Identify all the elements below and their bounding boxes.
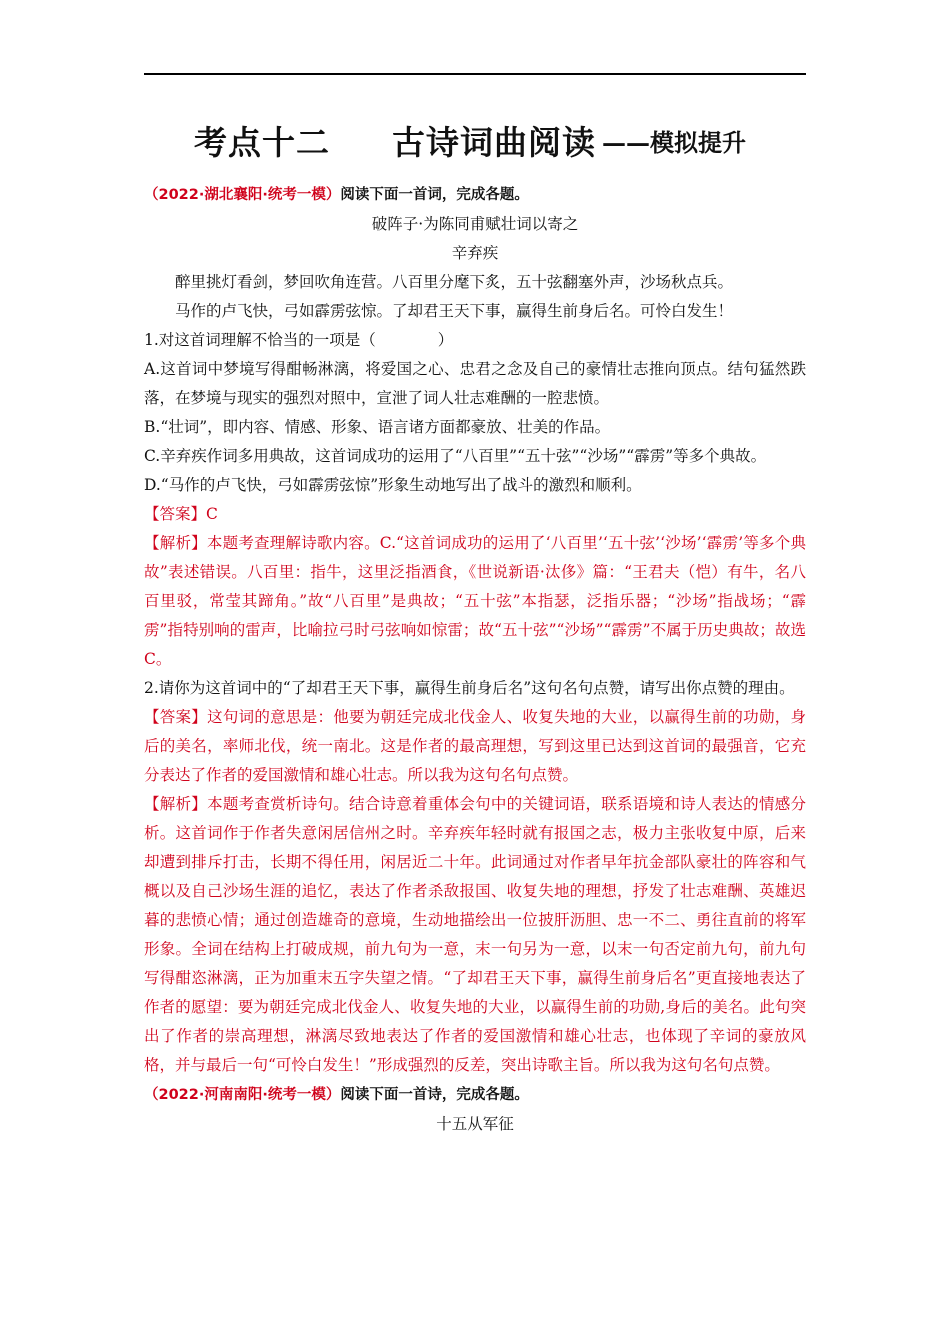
section1-header bbox=[144, 180, 806, 210]
page-title bbox=[144, 117, 806, 167]
title-topic: 古诗词曲阅读 bbox=[392, 123, 596, 162]
question-2-stem: 2.请你为这首词中的“了却君王天下事，赢得生前身后名”这句名句点赞，请写出你点赞的理由。 bbox=[144, 679, 795, 697]
section1-instruction: 阅读下面一首词，完成各题。 bbox=[340, 187, 529, 203]
section1-source: （2022·湖北襄阳·统考一模） bbox=[144, 187, 341, 203]
question-1-answer bbox=[144, 500, 806, 529]
header-rule bbox=[144, 73, 806, 75]
poem-title-2: 十五从军征 bbox=[436, 1115, 514, 1133]
analysis-text: 本题考查赏析诗句。结合诗意着重体会句中的关键词语，联系语境和诗人表达的情感分析。这首词作于作者失意闲居信州之时。辛弃疾年轻时就有报国之志，极力主张收复中原，后来却遭到排斥打击，长期不得任用，闲居近二十年。此词通过对作者早年抗金部队豪壮的阵容和气概以及自己沙场生涯的追忆，表达了作者杀敌报国、收复失地的理想，抒发了壮志难酬、英雄迟暮的悲愤心情；通过创造雄奇的意境，生动地描绘出一位披肝沥胆、忠一不二、勇往直前的将军形象。全词在结构上打破成规，前九句为一意，末一句另为一意，以末一句否定前九句，前九句写得酣恣淋漓，正为加重末五字失望之情。“了却君王天下事，赢得生前身后名”更直接地表达了作者的愿望：要为朝廷完成北伐金人、收复失地的大业，以赢得生前的功勋,身后的美名。此句突出了作者的崇高理想，淋漓尽致地表达了作者的爱国激情和雄心壮志，也体现了辛词的豪放风格，并与最后一句“可怜白发生！”形成强烈的反差，突出诗歌主旨。所以我为这句名句点赞。 bbox=[144, 795, 806, 1074]
question-1-option-b: B.“壮词”，即内容、情感、形象、语言诸方面都豪放、壮美的作品。 bbox=[144, 418, 611, 436]
poem-title: 破阵子·为陈同甫赋壮词以寄之 bbox=[371, 215, 579, 233]
analysis-label: 【解析】 bbox=[144, 795, 208, 813]
poem-author: 辛弃疾 bbox=[451, 244, 499, 262]
title-subtitle: ——模拟提升 bbox=[602, 128, 746, 157]
section2-source: （2022·河南南阳·统考一模） bbox=[144, 1087, 341, 1103]
question-1-analysis bbox=[144, 529, 806, 674]
question-2-analysis bbox=[144, 790, 806, 1080]
question-1-option-a: A.这首词中梦境写得酣畅淋漓，将爱国之心、忠君之念及自己的豪情壮志推向顶点。结句猛然跌落，在梦境与现实的强烈对照中，宣泄了词人壮志难酬的一腔悲愤。 bbox=[144, 360, 806, 407]
poem-line-2: 马作的卢飞快，弓如霹雳弦惊。了却君王天下事，赢得生前身后名。可怜白发生！ bbox=[175, 302, 734, 320]
poem-line-1: 醉里挑灯看剑，梦回吹角连营。八百里分麾下炙，五十弦翻塞外声，沙场秋点兵。 bbox=[175, 273, 734, 291]
question-1-option-c: C.辛弃疾作词多用典故，这首词成功的运用了“八百里”“五十弦”“沙场”“霹雳”等多个典故。 bbox=[144, 447, 767, 465]
question-1-option-d: D.“马作的卢飞快，弓如霹雳弦惊”形象生动地写出了战斗的激烈和顺利。 bbox=[144, 476, 642, 494]
document-body bbox=[144, 180, 806, 1139]
section2-instruction: 阅读下面一首诗，完成各题。 bbox=[340, 1087, 529, 1103]
title-main: 考点十二 bbox=[194, 123, 330, 162]
analysis-text: 本题考查理解诗歌内容。C.“这首词成功的运用了‘八百里’‘五十弦’‘沙场’‘霹雳’等多个典故”表述错误。八百里：指牛，这里泛指酒食，《世说新语·汰侈》篇：“王君夫（恺）有牛，名八百里驳，常莹其蹄角。”故“八百里”是典故；“五十弦”本指瑟，泛指乐器；“沙场”指战场；“霹雳”指特别响的雷声，比喻拉弓时弓弦响如惊雷；故“五十弦”“沙场”“霹雳”不属于历史典故；故选C。 bbox=[144, 534, 806, 668]
answer-label: 【答案】 bbox=[144, 505, 207, 523]
answer-text: 这句词的意思是：他要为朝廷完成北伐金人、收复失地的大业，以赢得生前的功勋，身后的美名，率师北伐，统一南北。这是作者的最高理想，写到这里已达到这首词的最强音，它充分表达了作者的爱国激情和雄心壮志。所以我为这句名句点赞。 bbox=[144, 708, 806, 784]
answer-value: C bbox=[206, 505, 218, 523]
answer-label: 【答案】 bbox=[144, 708, 208, 726]
question-1-stem: 1.对这首词理解不恰当的一项是（ ） bbox=[144, 331, 454, 349]
analysis-label: 【解析】 bbox=[144, 534, 207, 552]
question-2-answer bbox=[144, 703, 806, 790]
section2-header bbox=[144, 1080, 806, 1110]
